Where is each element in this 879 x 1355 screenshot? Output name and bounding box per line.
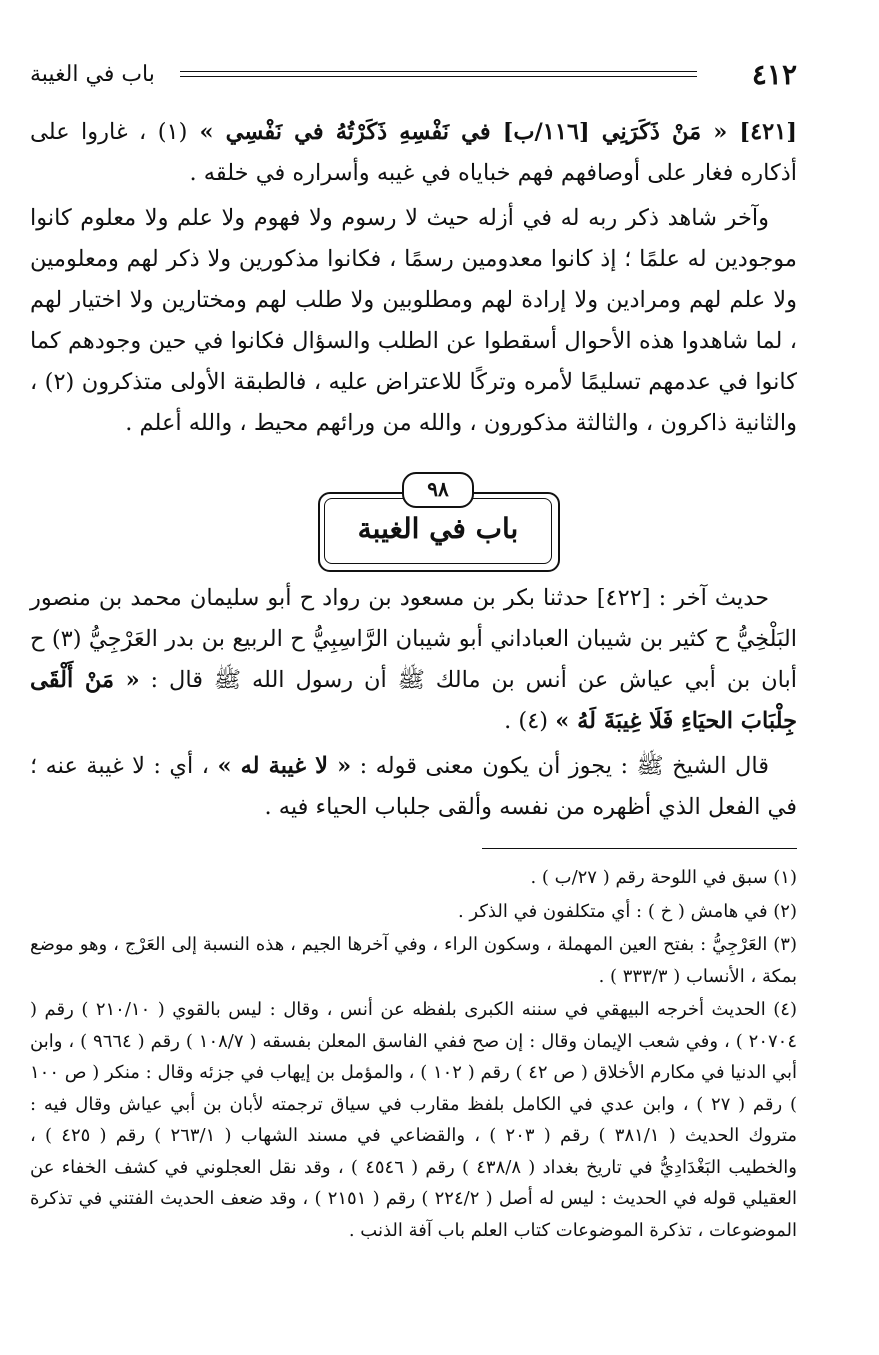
header-rule bbox=[180, 71, 697, 77]
commentary-quote: « لا غيبة له » bbox=[217, 753, 352, 779]
footnotes bbox=[30, 862, 797, 1248]
paragraph-hadith-422 bbox=[30, 578, 797, 742]
paragraph-commentary bbox=[30, 746, 797, 828]
footnote-ref-4: (٤) . bbox=[504, 708, 556, 734]
paragraph-2: وآخر شاهد ذكر ربه له في أزله حيث لا رسوم ولا فهوم ولا علم ولا معلوم كانوا موجودين له علمًا ؛ إذ كانوا معدومين رسمًا ، فكانوا مذكورين ولا ذكر لهم ومعلومين ولا علم لهم ومرادين ولا إرادة لهم ومطلوبين ولا طلب لهم ومختارين ولا اختيار لهم ، لما شاهدوا هذه الأحوال أسقطوا عن الطلب والسؤال فكانوا في حين وجودهم كما كانوا في عدمهم تسليمًا لأمره وتركًا للاعتراض عليه ، فالطبقة الأولى متذكرون (٢) ، والثانية ذاكرون ، والثالثة مذكورون ، والله من ورائهم محيط ، والله أعلم . bbox=[30, 205, 797, 436]
paragraph-hadith-421 bbox=[30, 112, 797, 194]
footnote-separator bbox=[482, 848, 797, 849]
chapter-heading-box bbox=[318, 472, 558, 570]
hadith-422-text: « مَنْ أَلْقَى جِلْبَابَ الحيَاءِ فَلَا غِيبَةَ لَهُ » bbox=[30, 667, 797, 734]
isnad-text: حديث آخر : [٤٢٢] حدثنا بكر بن مسعود بن رواد ح أبو سليمان محمد بن منصور البَلْخِيُّ ح كثير بن شيبان العباداني أبو شيبان الرَّاسِبِيُّ ح الربيع بن بدر العَرْجِيُّ (٣) ح أبان بن أبي عياش عن أنس بن مالك ﷺ أن رسول الله ﷺ قال : bbox=[30, 585, 798, 693]
running-header bbox=[30, 58, 797, 92]
hadith-421-text: [٤٢١] « مَنْ ذَكَرَنِي [١١٦/ب] في نَفْسِهِ ذَكَرْتُهُ في نَفْسِي » bbox=[187, 119, 797, 145]
commentary-rest: ، أي : لا غيبة عنه ؛ في الفعل الذي أظهره من نفسه وألقى جلباب الحياء فيه . bbox=[30, 753, 797, 820]
paragraph-1-rest: (١) ، غاروا على أذكاره فغار على أوصافهم فهم خباياه في غيبه وأسراره في خلقه . bbox=[30, 119, 797, 186]
commentary-lead: قال الشيخ ﷺ : يجوز أن يكون معنى قوله : bbox=[351, 753, 769, 779]
footnote-4: (٤) الحديث أخرجه البيهقي في سننه الكبرى بلفظه عن أنس ، وقال : ليس بالقوي ( ٢١٠/١٠ ) رقم ( ٢٠٧٠٤ ) ، وفي شعب الإيمان وقال : إن صح ففي الفاسق المعلن بفسقه ( ١٠٨/٧ ) رقم ( ٩٦٦٤ ) ، وابن أبي الدنيا في مكارم الأخلاق ( ص ٤٢ ) رقم ( ١٠٢ ) ، والمؤمل بن إيهاب في جزئه وقال : منكر ( ص ١٠٠ ) رقم ( ٢٧ ) ، وابن عدي في الكامل بلفظ مقارب في سياق ترجمته لأبان بن أبي عياش وقال فيه : متروك الحديث ( ٣٨١/١ ) رقم ( ٢٠٣ ) ، والقضاعي في مسند الشهاب ( ٢٦٣/١ ) رقم ( ٤٢٥ ) ، والخطيب البَغْدَادِيُّ في تاريخ بغداد ( ٤٣٨/٨ ) رقم ( ٤٥٤٦ ) ، وقد نقل العجلوني في كشف الخفاء عن العقيلي قوله في الحديث : ليس له أصل ( ٢٢٤/٢ ) رقم ( ٢١٥١ ) ، وقد ضعف الحديث الفتني في تذكرة الموضوعات ، تذكرة الموضوعات كتاب العلم باب آفة الذنب . bbox=[30, 999, 797, 1241]
chapter-title: باب في الغيبة bbox=[357, 512, 519, 545]
footnote-3: (٣) العَرْجِيُّ : بفتح العين المهملة ، وسكون الراء ، وفي آخرها الجيم ، هذه النسبة إلى العَرْج ، وهو موضع بمكة ، الأنساب ( ٣٣٣/٣ ) . bbox=[30, 934, 797, 987]
footnote-2: (٢) في هامش ( خ ) : أي متكلفون في الذكر . bbox=[457, 900, 797, 922]
running-title: باب في الغيبة bbox=[30, 62, 155, 87]
page-number: ٤١٢ bbox=[751, 58, 797, 91]
chapter-number: ٩٨ bbox=[402, 472, 474, 508]
footnote-1: (١) سبق في اللوحة رقم ( ٢٧/ب ) . bbox=[530, 867, 797, 888]
